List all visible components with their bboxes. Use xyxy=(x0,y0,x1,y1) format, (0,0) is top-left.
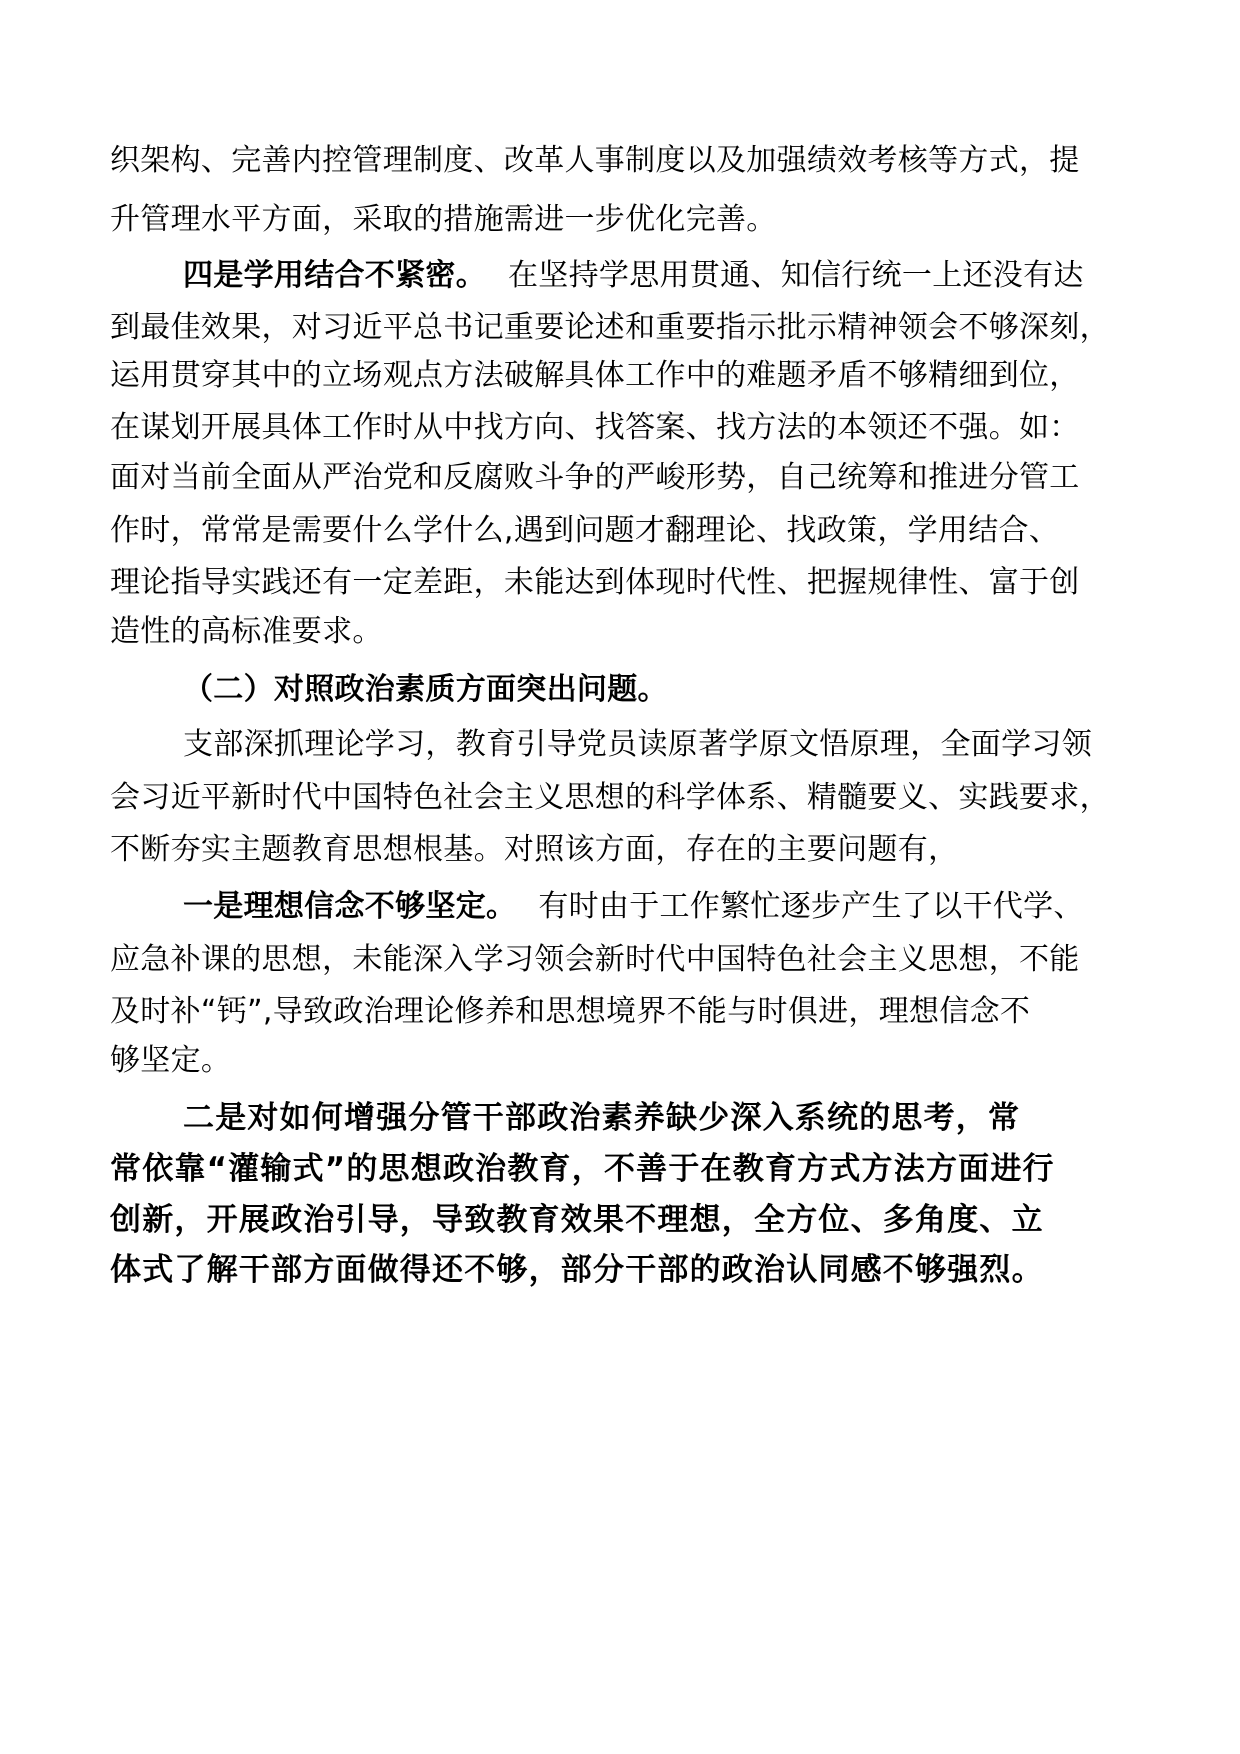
paragraph-line: 到最佳效果，对习近平总书记重要论述和重要指示批示精神领会不够深刻， xyxy=(110,310,1110,345)
paragraph-line: 在谋划开展具体工作时从中找方向、找答案、找方法的本领还不强。如： xyxy=(110,410,1080,445)
point-lead: 四是学用结合不紧密。 xyxy=(183,258,486,293)
paragraph-first-line xyxy=(183,887,1084,927)
paragraph-line: 及时补“钙”,导致政治理论修养和思想境界不能与时俱进，理想信念不 xyxy=(110,994,1031,1029)
point-text: 在坚持学思用贯通、知信行统一上还没有达 xyxy=(508,258,1084,293)
paragraph-line: 够坚定。 xyxy=(110,1043,232,1078)
paragraph-line: 作时，常常是需要什么学什么,遇到问题才翻理论、找政策，学用结合、 xyxy=(110,513,1060,548)
paragraph-line: 运用贯穿其中的立场观点方法破解具体工作中的难题矛盾不够精细到位， xyxy=(110,358,1080,393)
bold-paragraph-line: 二是对如何增强分管干部政治素养缺少深入系统的思考，常 xyxy=(183,1100,1021,1136)
paragraph-line: 应急补课的思想，未能深入学习领会新时代中国特色社会主义思想，不能 xyxy=(110,942,1080,977)
paragraph-first-line xyxy=(183,256,1084,296)
section-heading: （二）对照政治素质方面突出问题。 xyxy=(183,672,668,707)
point-text: 有时由于工作繁忙逐步产生了以干代学、 xyxy=(538,889,1084,924)
bold-paragraph-line: 常依靠“灌输式”的思想政治教育，不善于在教育方式方法方面进行 xyxy=(110,1151,1055,1187)
paragraph-line: 会习近平新时代中国特色社会主义思想的科学体系、精髓要义、实践要求， xyxy=(110,780,1110,815)
paragraph-line: 理论指导实践还有一定差距，未能达到体现时代性、把握规律性、富于创 xyxy=(110,565,1080,600)
paragraph-line: 不断夯实主题教育思想根基。对照该方面，存在的主要问题有， xyxy=(110,832,959,867)
paragraph-line: 升管理水平方面，采取的措施需进一步优化完善。 xyxy=(110,202,777,237)
bold-paragraph-line: 体式了解干部方面做得还不够，部分干部的政治认同感不够强烈。 xyxy=(110,1252,1044,1288)
paragraph-first-line: 支部深抓理论学习，教育引导党员读原著学原文悟原理，全面学习领 xyxy=(183,727,1092,762)
paragraph-line: 织架构、完善内控管理制度、改革人事制度以及加强绩效考核等方式，提 xyxy=(110,143,1080,178)
bold-paragraph-line: 创新，开展政治引导，导致教育效果不理想，全方位、多角度、立 xyxy=(110,1202,1044,1238)
paragraph-line: 造性的高标准要求。 xyxy=(110,614,383,649)
point-lead: 一是理想信念不够坚定。 xyxy=(183,889,517,924)
paragraph-line: 面对当前全面从严治党和反腐败斗争的严峻形势，自己统筹和推进分管工 xyxy=(110,460,1080,495)
